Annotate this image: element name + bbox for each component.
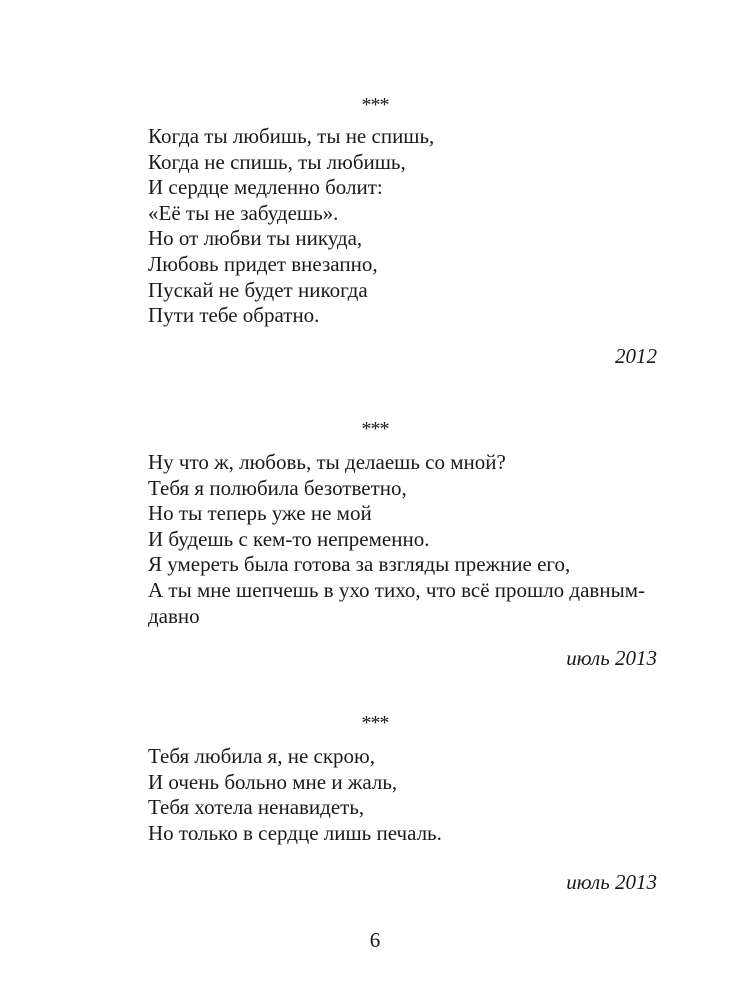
poem-line: Пути тебе обратно.: [148, 303, 320, 328]
poem-line: Тебя я полюбила безответно,: [148, 475, 407, 500]
poem-3: [148, 744, 658, 846]
poem-line: Но только в сердце лишь печаль.: [148, 820, 442, 845]
poem-line: Я умереть была готова за взгляды прежние его,: [148, 552, 571, 577]
poem-date: 2012: [615, 344, 657, 368]
poem-line: Когда не спишь, ты любишь,: [148, 149, 406, 174]
poem-line: И будешь с кем-то непременно.: [148, 526, 430, 551]
poem-separator: ***: [361, 712, 389, 734]
poem-date: июль 2013: [566, 646, 657, 670]
poem-line: Но ты теперь уже не мой: [148, 501, 372, 526]
poem-line: Ну что ж, любовь, ты делаешь со мной?: [148, 450, 506, 474]
poem-line: Тебя любила я, не скрою,: [148, 744, 375, 768]
poem-line: Любовь придет внезапно,: [148, 251, 378, 276]
poem-separator: ***: [361, 94, 389, 116]
poem-line: Тебя хотела ненавидеть,: [148, 795, 365, 820]
page-number: 6: [369, 928, 381, 952]
poem-line: И очень больно мне и жаль,: [148, 769, 398, 794]
poem-separator: ***: [361, 418, 389, 440]
poem-line: давно: [148, 603, 200, 628]
poem-line: Но от любви ты никуда,: [148, 226, 363, 251]
poem-line: Пускай не будет никогда: [148, 277, 368, 302]
poem-line: Когда ты любишь, ты не спишь,: [148, 124, 435, 148]
poem-line: И сердце медленно болит:: [148, 175, 383, 200]
poem-line: «Её ты не забудешь».: [148, 200, 339, 225]
poem-1: [148, 124, 658, 329]
poem-date: июль 2013: [566, 870, 657, 894]
poem-line: А ты мне шепчешь в ухо тихо, что всё прошло давным-: [148, 577, 645, 602]
poem-2: [148, 450, 658, 629]
